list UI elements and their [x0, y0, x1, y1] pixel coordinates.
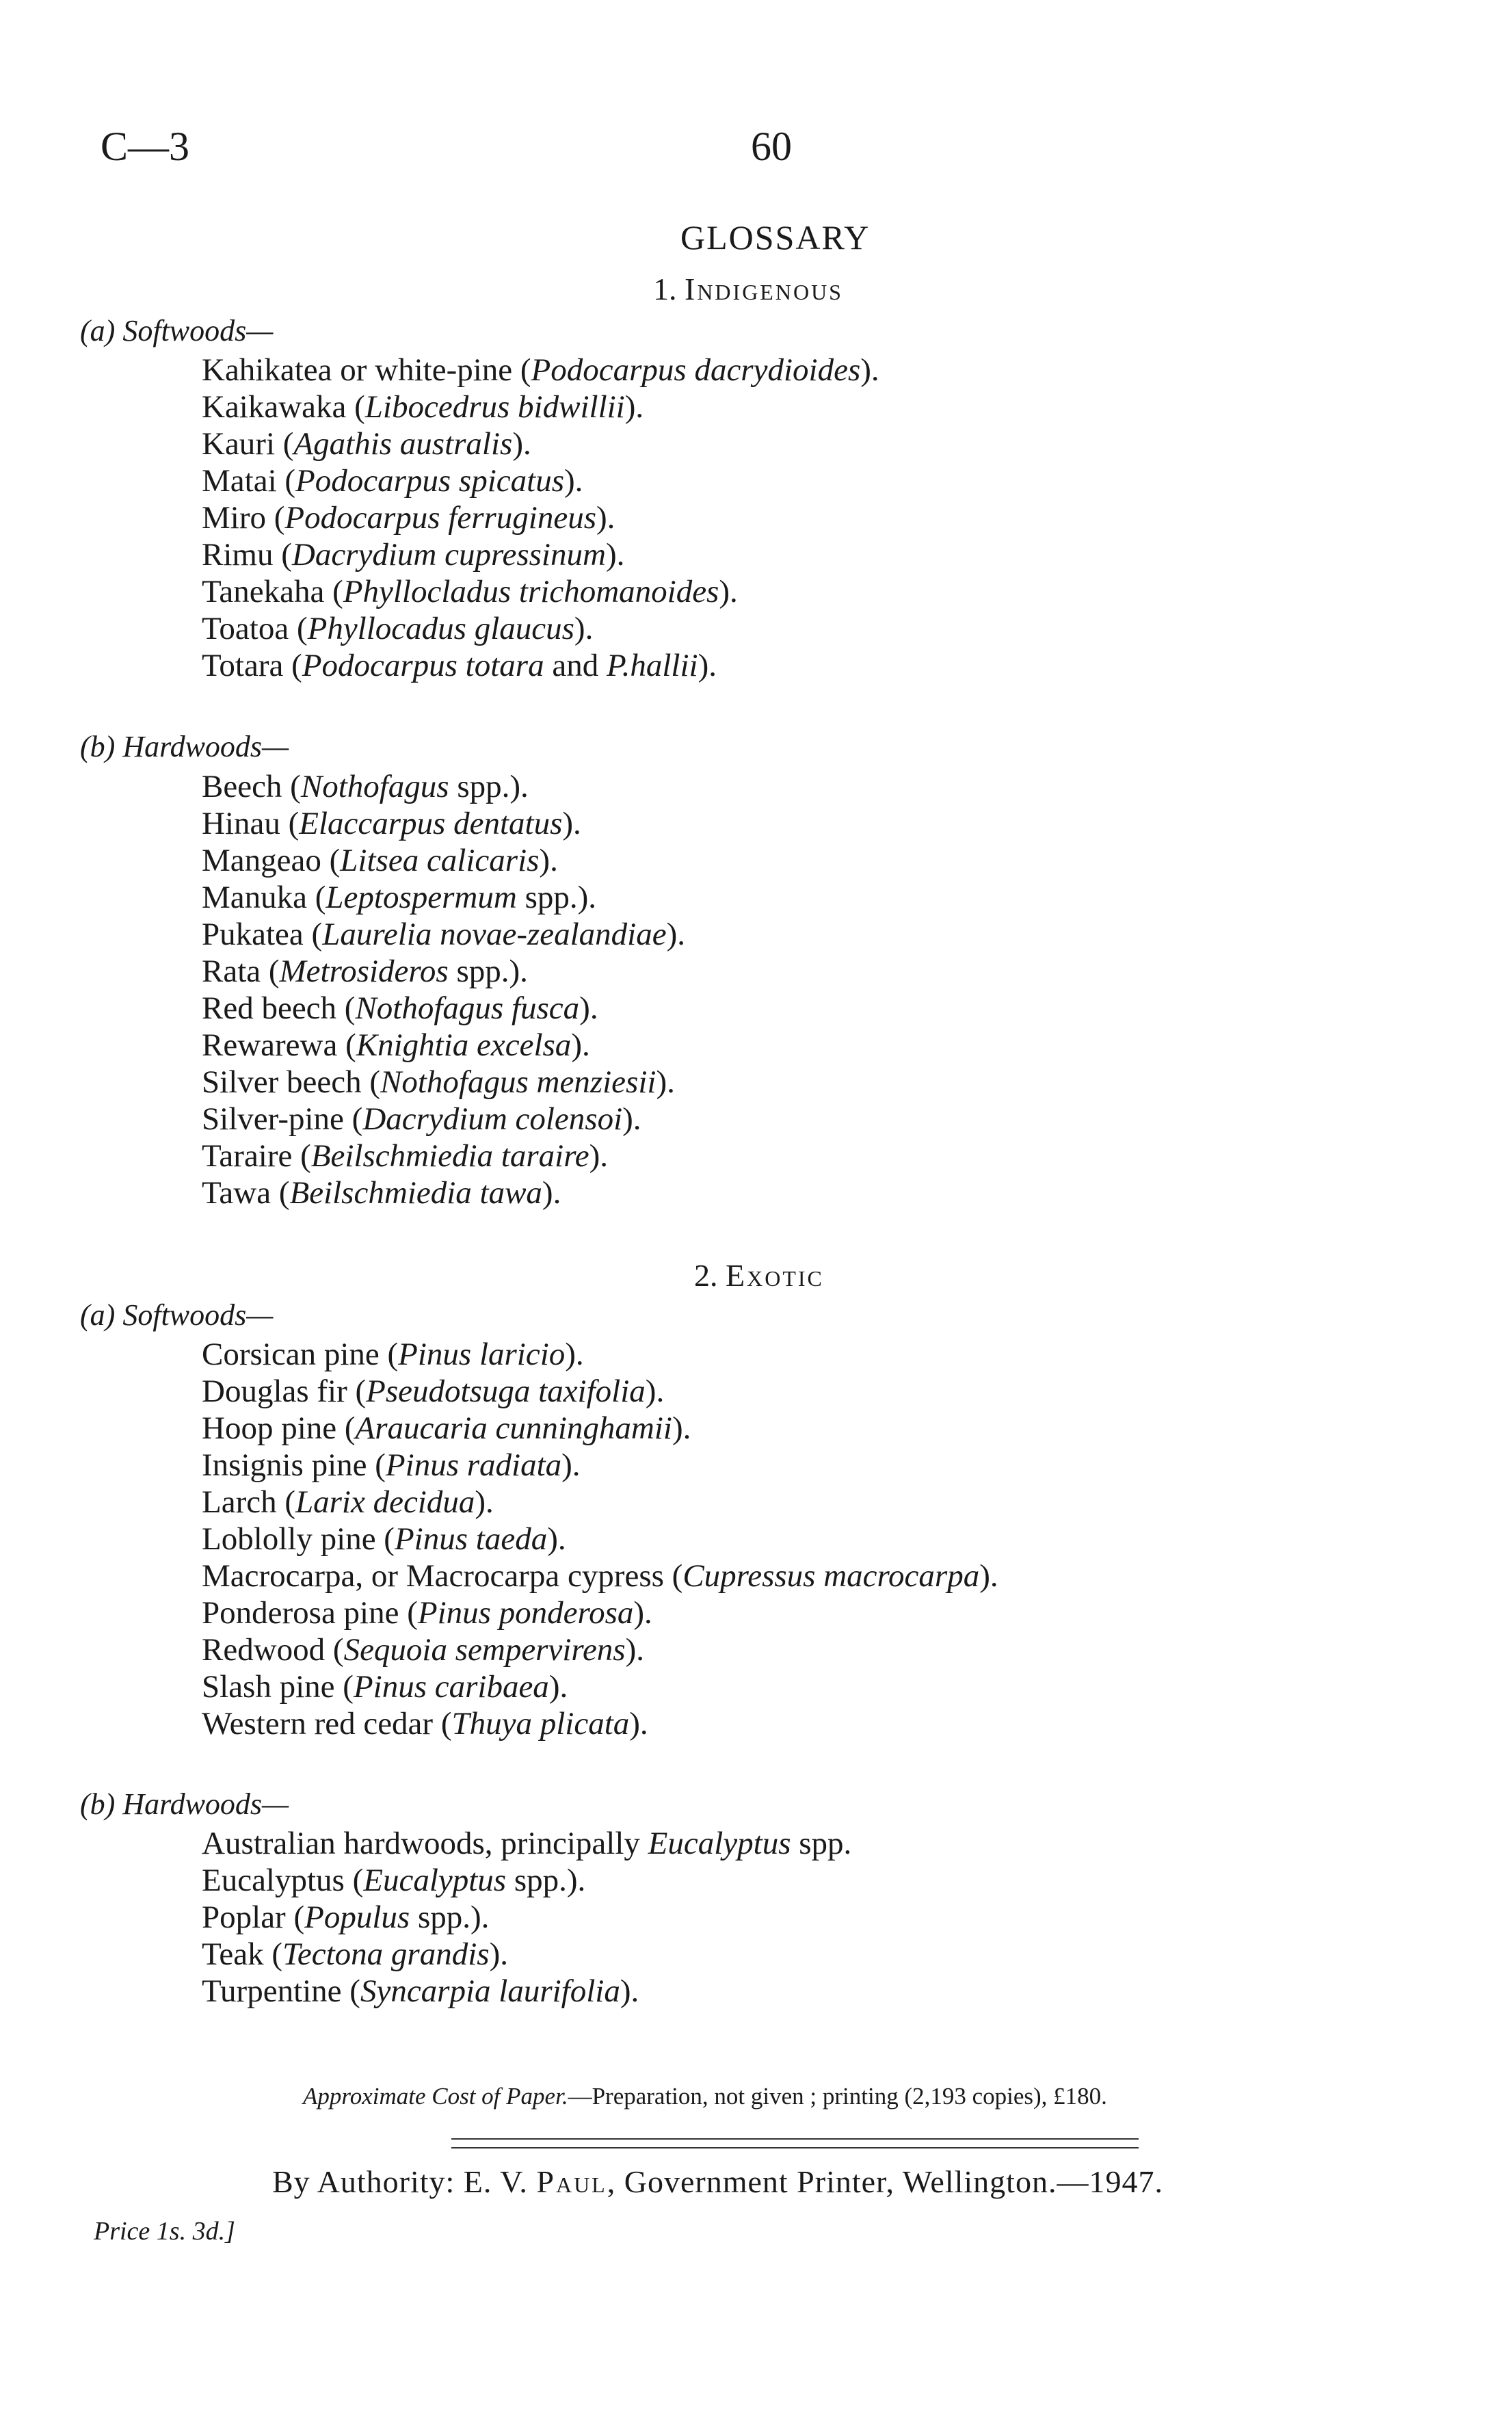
latin-name: Tectona grandis: [282, 1936, 490, 1972]
latin-name: Laurelia novae-zealandiae: [322, 917, 667, 952]
entry-text: Silver beech (: [202, 1064, 381, 1100]
entry-text: ).: [489, 1936, 508, 1972]
entry-text: ).: [633, 1595, 652, 1631]
entry-text: Mangeao (: [202, 843, 341, 878]
entry-text: Totara (: [202, 648, 302, 683]
glossary-entry: [202, 805, 685, 842]
entry-text: Toatoa (: [202, 611, 308, 646]
latin-name: P.hallii: [606, 648, 698, 683]
latin-name: Pseudotsuga taxifolia: [366, 1374, 646, 1409]
entry-text: Silver-pine (: [202, 1101, 363, 1137]
entry-text: Red beech (: [202, 990, 356, 1026]
entry-text: Rata (: [202, 954, 280, 989]
category-heading: (b) Hardwoods—: [80, 1787, 289, 1821]
entry-text: ).: [698, 648, 717, 683]
entry-text: ).: [672, 1410, 691, 1446]
entry-text: ).: [475, 1484, 494, 1520]
latin-name: Knightia excelsa: [356, 1027, 572, 1063]
glossary-entry: [202, 425, 879, 462]
latin-name: Beilschmiedia taraire: [310, 1138, 589, 1174]
category-heading: (a) Softwoods—: [80, 314, 274, 347]
glossary-entry: [202, 462, 879, 499]
latin-name: Nothofagus fusca: [355, 990, 580, 1026]
latin-name: Eucalyptus: [648, 1826, 791, 1861]
entry-list: [202, 1825, 851, 2010]
entry-text: ).: [624, 389, 644, 425]
entry-text: ).: [565, 1337, 584, 1372]
latin-name: Podocarpus spicatus: [295, 463, 564, 499]
glossary-entry: [202, 1410, 998, 1447]
latin-name: Podocarpus ferrugineus: [284, 500, 597, 536]
latin-name: Phyllocadus glaucus: [307, 611, 574, 646]
section-heading-exotic: 2. Exotic: [694, 1258, 824, 1293]
latin-name: Libocedrus bidwillii: [364, 389, 625, 425]
glossary-entry: [202, 1138, 685, 1174]
entry-list: [202, 352, 879, 684]
latin-name: Sequoia sempervirens: [343, 1632, 626, 1668]
entry-text: ).: [620, 1973, 639, 2009]
entry-text: ).: [539, 843, 558, 878]
category-heading: (b) Hardwoods—: [80, 730, 289, 763]
divider-rule: [451, 2138, 1139, 2140]
category-heading: (a) Softwoods—: [80, 1298, 274, 1332]
entry-text: ).: [579, 990, 598, 1026]
glossary-entry: [202, 1825, 851, 1862]
entry-text: ).: [562, 806, 581, 841]
entry-text: Poplar (: [202, 1900, 305, 1935]
glossary-entry: [202, 1936, 851, 1973]
glossary-entry: [202, 1521, 998, 1558]
glossary-entry: [202, 1484, 998, 1521]
glossary-entry: [202, 916, 685, 953]
page-number: 60: [751, 124, 792, 169]
latin-name: Dacrydium colensoi: [362, 1101, 623, 1137]
glossary-entry: [202, 1899, 851, 1936]
entry-text: spp.).: [506, 1863, 586, 1898]
entry-text: ).: [666, 917, 686, 952]
latin-name: Podocarpus dacrydioides: [531, 352, 861, 388]
entry-text: ).: [548, 1669, 568, 1705]
page-title: GLOSSARY: [680, 218, 871, 257]
entry-text: Manuka (: [202, 880, 326, 915]
entry-text: Hoop pine (: [202, 1410, 356, 1446]
entry-text: ).: [622, 1101, 641, 1137]
entry-text: ).: [605, 537, 625, 573]
latin-name: Podocarpus totara: [302, 648, 544, 683]
entry-text: ).: [645, 1374, 665, 1409]
entry-text: ).: [547, 1521, 566, 1557]
entry-text: ).: [512, 426, 531, 462]
latin-name: Populus: [304, 1900, 410, 1935]
latin-name: Eucalyptus: [363, 1863, 507, 1898]
glossary-entry: [202, 1631, 998, 1668]
entry-text: Tawa (: [202, 1175, 290, 1211]
glossary-entry: [202, 1336, 998, 1373]
glossary-entry: [202, 389, 879, 425]
glossary-entry: [202, 1064, 685, 1101]
latin-name: Nothofagus menziesii: [380, 1064, 656, 1100]
entry-text: ).: [561, 1447, 581, 1483]
entry-text: Matai (: [202, 463, 296, 499]
glossary-entry: [202, 879, 685, 916]
entry-text: Kahikatea or white-pine (: [202, 352, 531, 388]
entry-text: Tanekaha (: [202, 574, 343, 609]
glossary-entry: [202, 1705, 998, 1742]
entry-text: Eucalyptus (: [202, 1863, 364, 1898]
entry-text: ).: [625, 1632, 644, 1668]
glossary-entry: [202, 536, 879, 573]
entry-text: Larch (: [202, 1484, 295, 1520]
entry-text: and: [544, 648, 607, 683]
entry-text: Macrocarpa, or Macrocarpa cypress (: [202, 1558, 683, 1594]
glossary-entry: [202, 610, 879, 647]
latin-name: Phyllocladus trichomanoides: [343, 574, 719, 609]
latin-name: Larix decidua: [295, 1484, 475, 1520]
glossary-entry: [202, 1027, 685, 1064]
glossary-entry: [202, 990, 685, 1027]
entry-text: spp.).: [448, 954, 528, 989]
entry-text: Taraire (: [202, 1138, 311, 1174]
latin-name: Litsea calicaris: [340, 843, 540, 878]
latin-name: Pinus radiata: [385, 1447, 562, 1483]
entry-text: Rimu (: [202, 537, 292, 573]
glossary-entry: [202, 1558, 998, 1594]
latin-name: Pinus laricio: [398, 1337, 566, 1372]
entry-text: Beech (: [202, 769, 301, 804]
entry-text: Douglas fir (: [202, 1374, 367, 1409]
glossary-entry: [202, 1174, 685, 1211]
entry-text: Kauri (: [202, 426, 294, 462]
entry-text: ).: [979, 1558, 998, 1594]
glossary-entry: [202, 499, 879, 536]
glossary-entry: [202, 1973, 851, 2010]
entry-text: ).: [656, 1064, 675, 1100]
glossary-entry: [202, 953, 685, 990]
entry-text: ).: [629, 1706, 648, 1742]
entry-text: Loblolly pine (: [202, 1521, 395, 1557]
section-heading-indigenous: 1. Indigenous: [653, 272, 843, 306]
latin-name: Metrosideros: [279, 954, 449, 989]
entry-text: Teak (: [202, 1936, 283, 1972]
glossary-entry: [202, 1101, 685, 1138]
glossary-entry: [202, 842, 685, 879]
entry-text: ).: [860, 352, 879, 388]
entry-text: Pukatea (: [202, 917, 323, 952]
latin-name: Leptospermum: [326, 880, 517, 915]
entry-text: spp.).: [410, 1900, 490, 1935]
glossary-entry: [202, 573, 879, 610]
latin-name: Syncarpia laurifolia: [360, 1973, 620, 2009]
entry-text: Redwood (: [202, 1632, 344, 1668]
divider-rule: [451, 2147, 1139, 2148]
entry-text: Ponderosa pine (: [202, 1595, 418, 1631]
latin-name: Dacrydium cupressinum: [291, 537, 606, 573]
entry-text: Western red cedar (: [202, 1706, 452, 1742]
latin-name: Pinus ponderosa: [417, 1595, 634, 1631]
entry-text: ).: [589, 1138, 609, 1174]
glossary-entry: [202, 647, 879, 684]
entry-text: ).: [571, 1027, 590, 1063]
glossary-entry: [202, 352, 879, 389]
document-id: C—3: [101, 124, 190, 169]
price-note: Price 1s. 3d.]: [94, 2217, 235, 2246]
glossary-entry: [202, 1668, 998, 1705]
latin-name: Cupressus macrocarpa: [682, 1558, 980, 1594]
latin-name: Thuya plicata: [451, 1706, 630, 1742]
entry-text: spp.).: [516, 880, 597, 915]
latin-name: Agathis australis: [293, 426, 513, 462]
printer-authority: By Authority: E. V. Paul, Government Printer, Wellington.—1947.: [272, 2164, 1163, 2199]
latin-name: Elaccarpus dentatus: [299, 806, 563, 841]
cost-note: Approximate Cost of Paper.—Preparation, not given ; printing (2,193 copies), £180.: [303, 2083, 1107, 2110]
glossary-entry: [202, 768, 685, 805]
entry-text: Australian hardwoods, principally: [202, 1826, 648, 1861]
entry-text: spp.: [791, 1826, 852, 1861]
latin-name: Nothofagus: [300, 769, 449, 804]
latin-name: Beilschmiedia tawa: [289, 1175, 542, 1211]
latin-name: Araucaria cunninghamii: [355, 1410, 672, 1446]
entry-text: Corsican pine (: [202, 1337, 399, 1372]
glossary-entry: [202, 1447, 998, 1484]
entry-text: ).: [596, 500, 615, 536]
entry-list: [202, 768, 685, 1211]
glossary-entry: [202, 1862, 851, 1899]
entry-text: spp.).: [449, 769, 529, 804]
entry-text: ).: [574, 611, 594, 646]
latin-name: Pinus taeda: [394, 1521, 548, 1557]
entry-text: Miro (: [202, 500, 285, 536]
entry-text: Rewarewa (: [202, 1027, 356, 1063]
entry-text: ).: [542, 1175, 561, 1211]
entry-list: [202, 1336, 998, 1742]
entry-text: Slash pine (: [202, 1669, 354, 1705]
entry-text: Hinau (: [202, 806, 300, 841]
glossary-entry: [202, 1594, 998, 1631]
entry-text: Turpentine (: [202, 1973, 360, 2009]
entry-text: Insignis pine (: [202, 1447, 386, 1483]
glossary-entry: [202, 1373, 998, 1410]
entry-text: ).: [564, 463, 583, 499]
latin-name: Pinus caribaea: [353, 1669, 549, 1705]
entry-text: Kaikawaka (: [202, 389, 365, 425]
entry-text: ).: [719, 574, 738, 609]
